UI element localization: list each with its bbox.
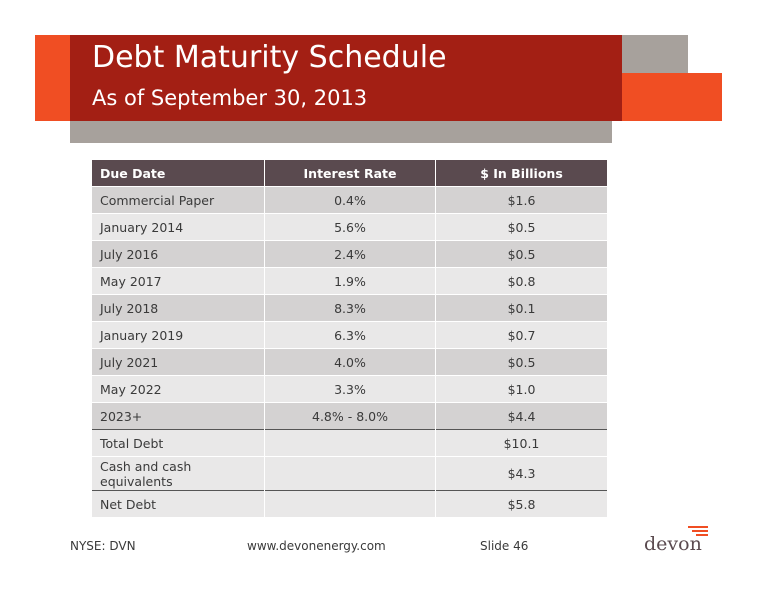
amount-cell: $4.3 bbox=[436, 457, 608, 491]
table-row bbox=[92, 376, 607, 403]
table-row bbox=[92, 187, 607, 214]
table-row bbox=[92, 214, 607, 241]
table-row-net-debt bbox=[92, 491, 607, 518]
due-date-cell: Commercial Paper bbox=[92, 187, 265, 214]
footer-website: www.devonenergy.com bbox=[247, 539, 386, 553]
due-date-cell: July 2018 bbox=[92, 295, 265, 322]
amount-cell: $0.7 bbox=[436, 322, 608, 349]
header-orange-block-right bbox=[612, 73, 722, 121]
footer-slide-number: Slide 46 bbox=[480, 539, 529, 553]
interest-rate-cell: 6.3% bbox=[265, 322, 436, 349]
due-date-cell: 2023+ bbox=[92, 403, 265, 430]
due-date-cell: January 2019 bbox=[92, 322, 265, 349]
table-row bbox=[92, 403, 607, 430]
amount-cell: $4.4 bbox=[436, 403, 608, 430]
interest-rate-cell: 0.4% bbox=[265, 187, 436, 214]
due-date-cell: May 2017 bbox=[92, 268, 265, 295]
interest-rate-cell: 4.0% bbox=[265, 349, 436, 376]
amount-cell: $1.6 bbox=[436, 187, 608, 214]
amount-cell: $0.1 bbox=[436, 295, 608, 322]
interest-rate-cell: 8.3% bbox=[265, 295, 436, 322]
interest-rate-cell bbox=[265, 491, 436, 518]
due-date-cell: Total Debt bbox=[92, 430, 265, 457]
amount-cell: $0.5 bbox=[436, 349, 608, 376]
column-header-due-date: Due Date bbox=[92, 160, 265, 187]
devon-logo: devon bbox=[644, 533, 702, 555]
table-row-cash bbox=[92, 457, 607, 491]
due-date-cell: January 2014 bbox=[92, 214, 265, 241]
header-grey-block bbox=[622, 35, 688, 73]
slide-title: Debt Maturity Schedule bbox=[92, 40, 447, 75]
amount-cell: $0.5 bbox=[436, 241, 608, 268]
amount-cell: $0.8 bbox=[436, 268, 608, 295]
due-date-cell: May 2022 bbox=[92, 376, 265, 403]
interest-rate-cell: 5.6% bbox=[265, 214, 436, 241]
column-header-billions: $ In Billions bbox=[436, 160, 608, 187]
table-row bbox=[92, 241, 607, 268]
interest-rate-cell bbox=[265, 457, 436, 491]
interest-rate-cell: 2.4% bbox=[265, 241, 436, 268]
interest-rate-cell: 3.3% bbox=[265, 376, 436, 403]
interest-rate-cell: 4.8% - 8.0% bbox=[265, 403, 436, 430]
debt-maturity-table bbox=[92, 160, 607, 517]
header-orange-block-left bbox=[35, 35, 70, 121]
slide-subtitle: As of September 30, 2013 bbox=[92, 86, 368, 110]
due-date-cell: July 2021 bbox=[92, 349, 265, 376]
table-row bbox=[92, 268, 607, 295]
table-row bbox=[92, 322, 607, 349]
table-row bbox=[92, 295, 607, 322]
interest-rate-cell: 1.9% bbox=[265, 268, 436, 295]
table-row bbox=[92, 349, 607, 376]
header-grey-band bbox=[70, 121, 612, 143]
amount-cell: $1.0 bbox=[436, 376, 608, 403]
amount-cell: $10.1 bbox=[436, 430, 608, 457]
table-header-row bbox=[92, 160, 607, 187]
due-date-cell: Cash and cash equivalents bbox=[92, 457, 265, 491]
amount-cell: $5.8 bbox=[436, 491, 608, 518]
due-date-cell: July 2016 bbox=[92, 241, 265, 268]
table-row-total-debt bbox=[92, 430, 607, 457]
due-date-cell: Net Debt bbox=[92, 491, 265, 518]
column-header-interest-rate: Interest Rate bbox=[265, 160, 436, 187]
footer-ticker: NYSE: DVN bbox=[70, 539, 136, 553]
amount-cell: $0.5 bbox=[436, 214, 608, 241]
interest-rate-cell bbox=[265, 430, 436, 457]
